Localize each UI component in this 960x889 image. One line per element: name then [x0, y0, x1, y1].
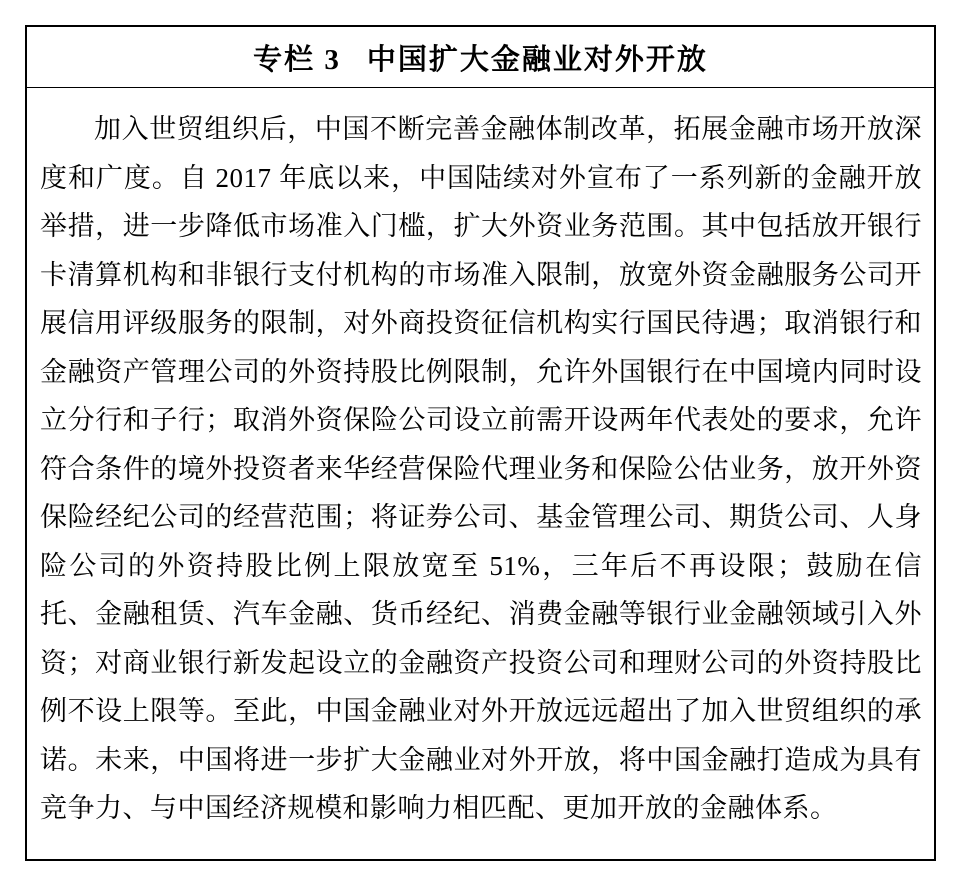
box-panel-body	[27, 88, 934, 833]
box-panel	[25, 25, 936, 861]
box-title	[253, 37, 708, 78]
box-title-number: 专栏 3	[253, 43, 341, 76]
box-title-text: 中国扩大金融业对外开放	[366, 43, 708, 76]
box-paragraph: 加入世贸组织后，中国不断完善金融体制改革，拓展金融市场开放深度和广度。自 2017 年底以来，中国陆续对外宣布了一系列新的金融开放举措，进一步降低市场准入门槛，扩大外资业务范围。其中包括放开银行卡清算机构和非银行支付机构的市场准入限制，放宽外资金融服务公司开展信用评级服务的限制，对外商投资征信机构实行国民待遇；取消银行和金融资产管理公司的外资持股比例限制，允许外国银行在中国境内同时设立分行和子行；取消外资保险公司设立前需开设两年代表处的要求，允许符合条件的境外投资者来华经营保险代理业务和保险公估业务，放开外资保险经纪公司的经营范围；将证券公司、基金管理公司、期货公司、人身险公司的外资持股比例上限放宽至 51%，三年后不再设限；鼓励在信托、金融租赁、汽车金融、货币经纪、消费金融等银行业金融领域引入外资；对商业银行新发起设立的金融资产投资公司和理财公司的外资持股比例不设上限等。至此，中国金融业对外开放远远超出了加入世贸组织的承诺。未来，中国将进一步扩大金融业对外开放，将中国金融打造成为具有竞争力、与中国经济规模和影响力相匹配、更加开放的金融体系。	[40, 114, 922, 823]
box-panel-header	[27, 27, 934, 88]
